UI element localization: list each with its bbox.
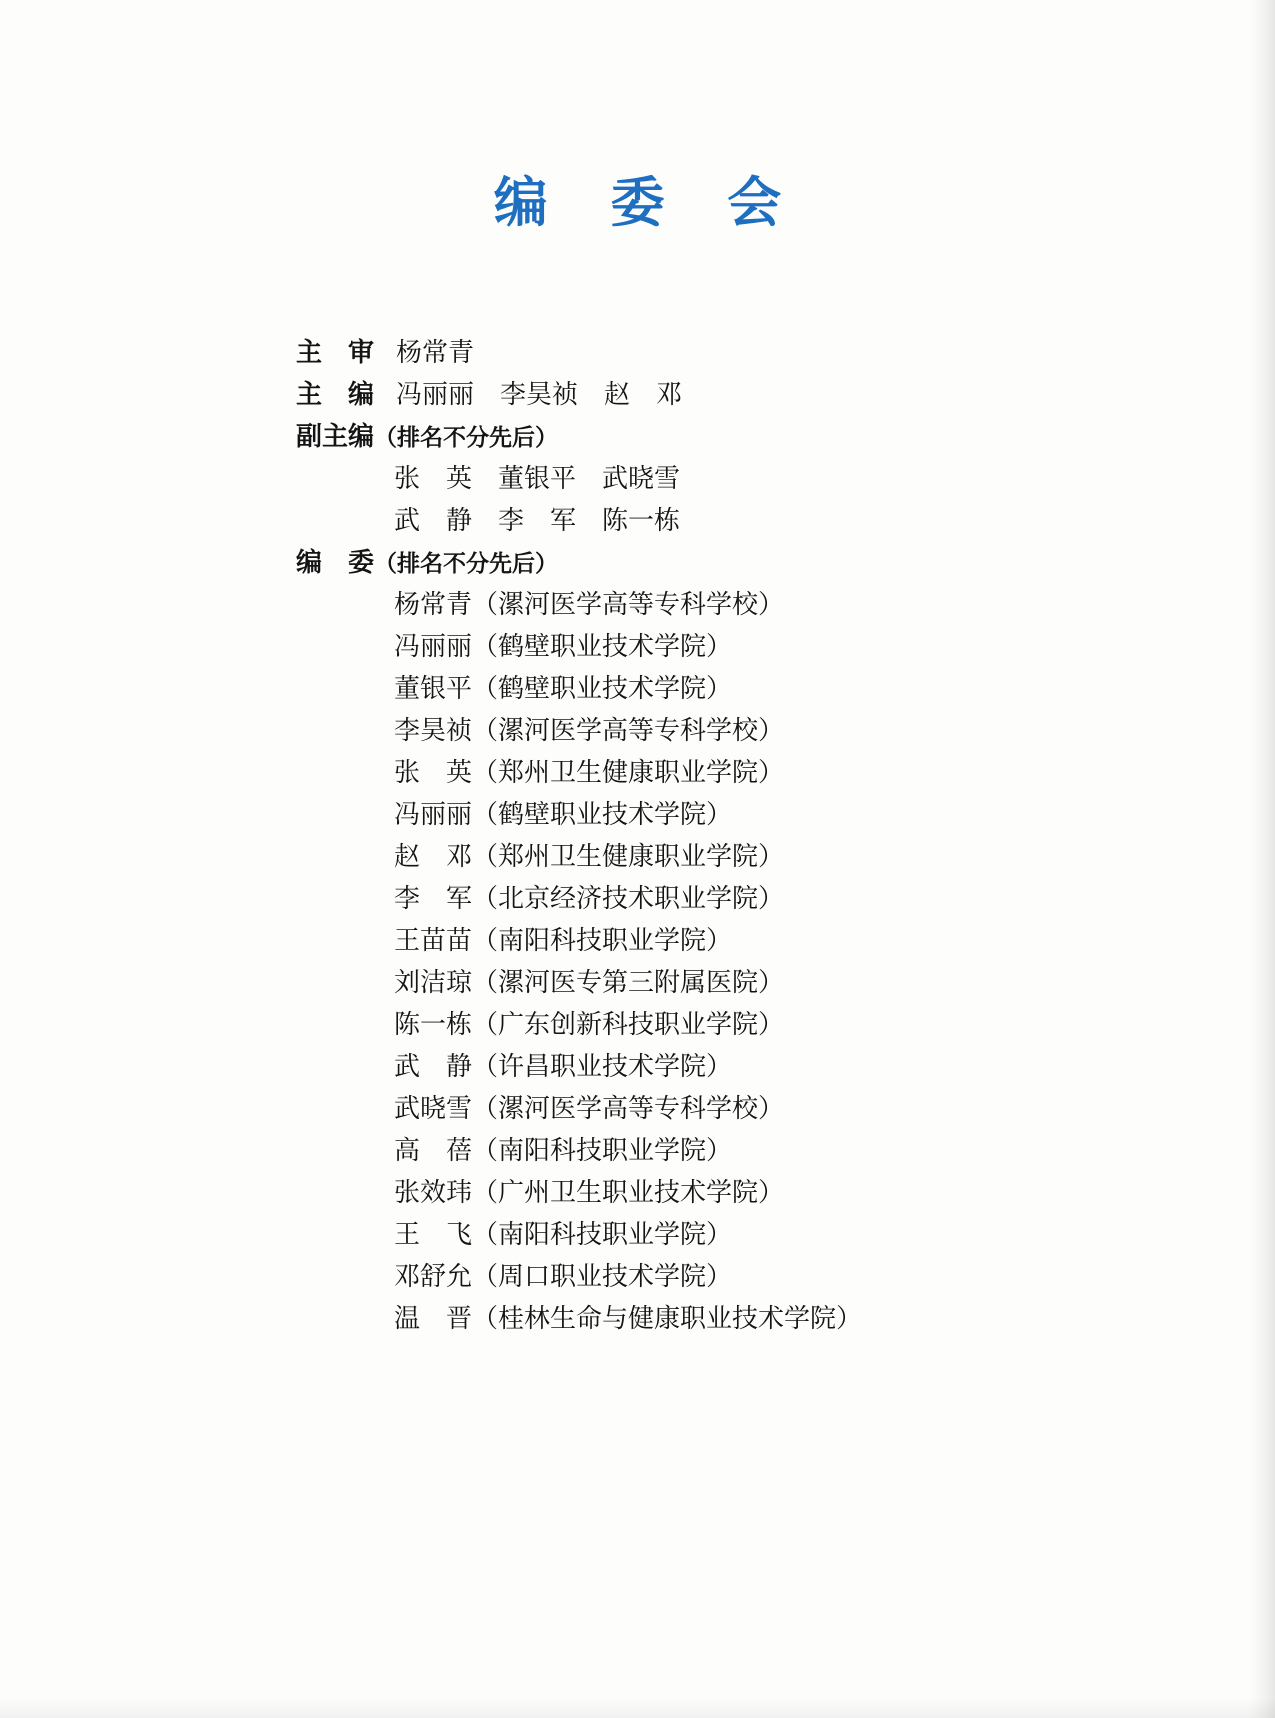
list-item — [394, 886, 996, 912]
list-item — [394, 634, 996, 660]
member-name: 武晓雪 — [394, 1094, 473, 1124]
editorial-board-content — [296, 340, 996, 1348]
role-note: （排名不分先后） — [374, 550, 559, 577]
member-org: （南阳科技职业学院） — [472, 1136, 733, 1166]
member-org: （漯河医学高等专科学校） — [472, 716, 785, 746]
member-name: 张 英 — [394, 758, 473, 788]
member-org: （周口职业技术学院） — [472, 1262, 733, 1292]
member-org: （许昌职业技术学院） — [472, 1052, 733, 1082]
list-item — [394, 1096, 996, 1122]
list-item — [394, 718, 996, 744]
member-org: （广东创新科技职业学院） — [472, 1010, 785, 1040]
role-row-chief-reviewer — [296, 340, 996, 366]
member-name: 王 飞 — [394, 1220, 473, 1250]
list-item — [394, 1264, 996, 1290]
member-name: 董银平 — [394, 674, 473, 704]
member-org: （鹤壁职业技术学院） — [472, 800, 733, 830]
list-item — [394, 802, 996, 828]
list-item — [394, 592, 996, 618]
member-org: （桂林生命与健康职业技术学院） — [472, 1304, 863, 1334]
deputy-editor-line: 武 静 李 军 陈一栋 — [394, 506, 681, 536]
list-item — [394, 1222, 996, 1248]
deputy-editor-line: 张 英 董银平 武晓雪 — [394, 464, 681, 494]
member-org: （郑州卫生健康职业学院） — [472, 758, 785, 788]
list-item — [394, 1306, 996, 1332]
role-row-deputy-editor — [296, 424, 996, 450]
member-org: （漯河医专第三附属医院） — [472, 968, 785, 998]
role-label: 主 编 — [296, 380, 375, 410]
member-name: 陈一栋 — [394, 1010, 473, 1040]
member-name: 杨常青 — [394, 590, 473, 620]
list-item — [394, 970, 996, 996]
list-item — [394, 760, 996, 786]
role-note: （排名不分先后） — [374, 424, 559, 451]
member-org: （鹤壁职业技术学院） — [472, 674, 733, 704]
role-row-chief-editor — [296, 382, 996, 408]
member-org: （鹤壁职业技术学院） — [472, 632, 733, 662]
member-name: 李 军 — [394, 884, 473, 914]
role-value: 冯丽丽 李昊祯 赵 邓 — [396, 380, 683, 410]
editor-member-list — [296, 592, 996, 1332]
member-name: 赵 邓 — [394, 842, 473, 872]
list-item — [394, 1180, 996, 1206]
member-name: 王苗苗 — [394, 926, 473, 956]
member-name: 高 蓓 — [394, 1136, 473, 1166]
list-item — [394, 928, 996, 954]
member-org: （郑州卫生健康职业学院） — [472, 842, 785, 872]
list-item — [394, 1012, 996, 1038]
list-item — [394, 676, 996, 702]
member-name: 李昊祯 — [394, 716, 473, 746]
list-item — [394, 844, 996, 870]
page-title: 编 委 会 — [493, 171, 804, 234]
list-item — [394, 1054, 996, 1080]
role-label: 主 审 — [296, 338, 375, 368]
list-item — [394, 1138, 996, 1164]
role-label: 编 委 — [296, 548, 375, 578]
member-org: （漯河医学高等专科学校） — [472, 590, 785, 620]
member-name: 武 静 — [394, 1052, 473, 1082]
member-name: 冯丽丽 — [394, 800, 473, 830]
member-name: 温 晋 — [394, 1304, 473, 1334]
member-org: （南阳科技职业学院） — [472, 1220, 733, 1250]
member-name: 冯丽丽 — [394, 632, 473, 662]
member-org: （广州卫生职业技术学院） — [472, 1178, 785, 1208]
member-name: 张效玮 — [394, 1178, 473, 1208]
member-name: 邓舒允 — [394, 1262, 473, 1292]
member-org: （漯河医学高等专科学校） — [472, 1094, 785, 1124]
role-row-editors — [296, 550, 996, 576]
member-org: （南阳科技职业学院） — [472, 926, 733, 956]
member-name: 刘洁琼 — [394, 968, 473, 998]
member-org: （北京经济技术职业学院） — [472, 884, 785, 914]
role-value: 杨常青 — [396, 338, 475, 368]
role-label: 副主编 — [296, 422, 375, 452]
